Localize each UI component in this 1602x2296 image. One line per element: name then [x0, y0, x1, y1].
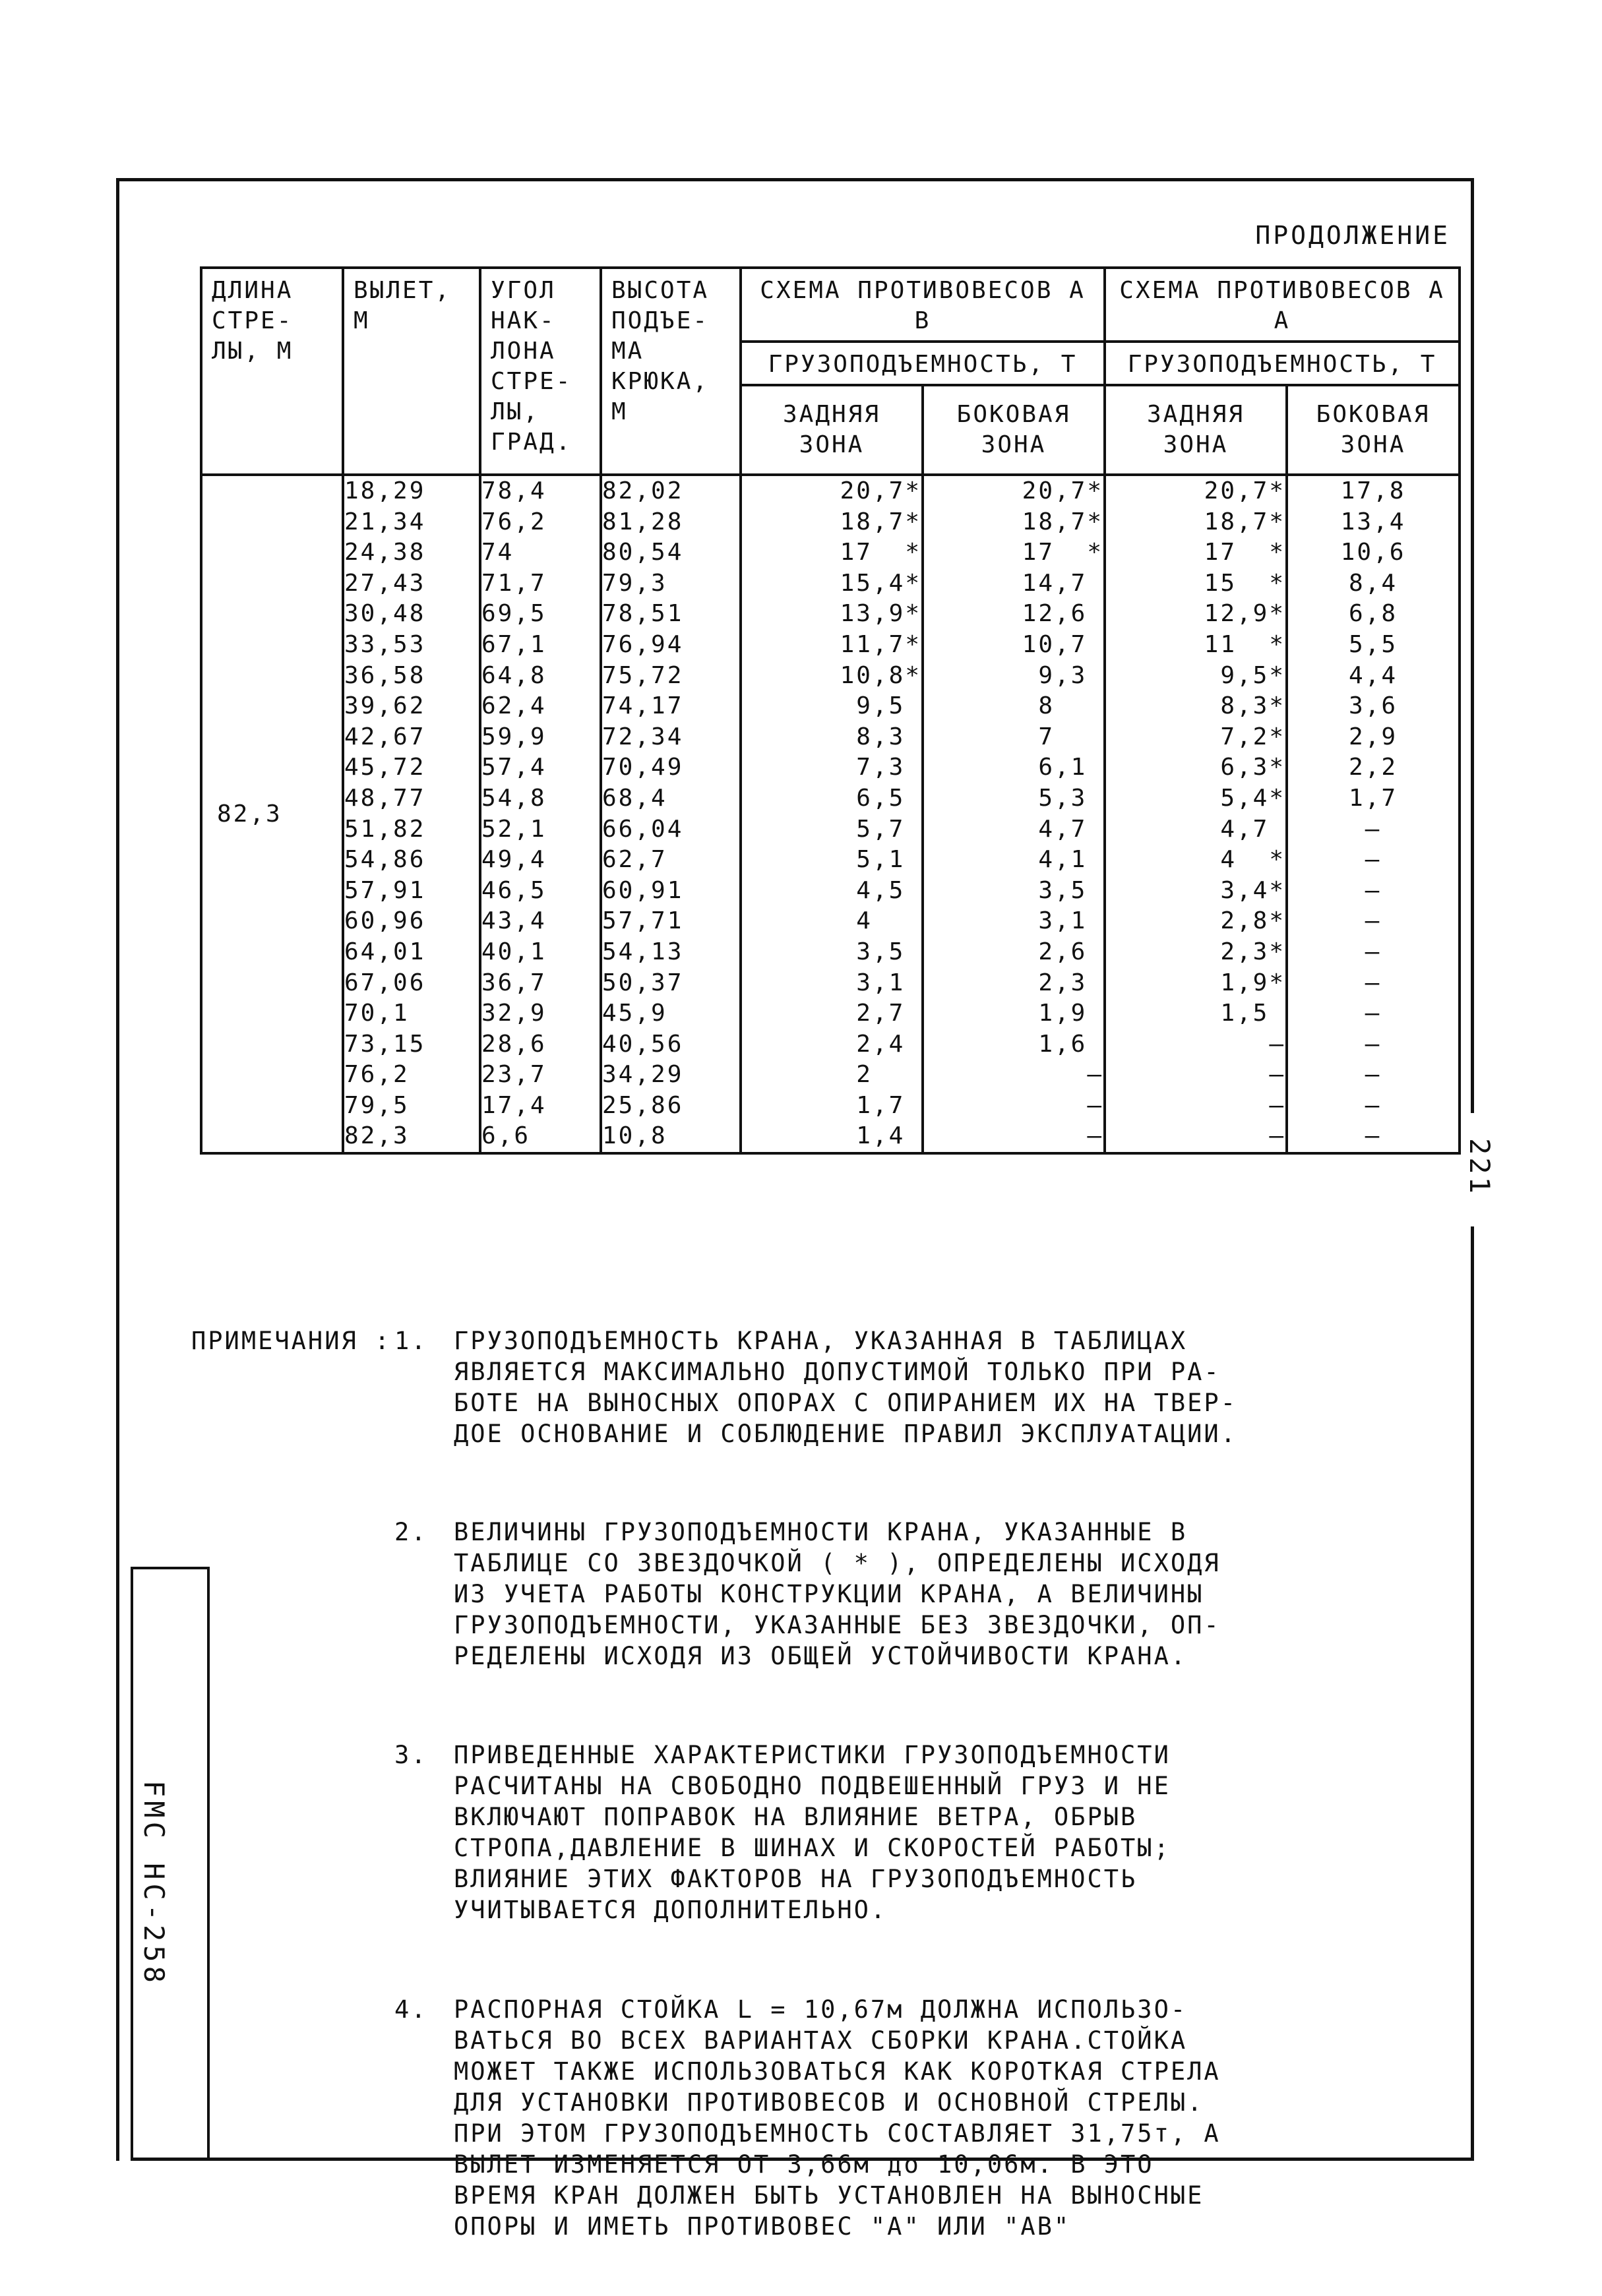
table-cell: 5,4*	[1220, 784, 1286, 812]
load-capacity-table	[200, 266, 1461, 1155]
note-line: ВЕЛИЧИНЫ ГРУЗОПОДЪЕМНОСТИ КРАНА, УКАЗАННЫЕ В	[454, 1518, 1188, 1546]
table-cell: 15 *	[1204, 569, 1286, 597]
table-cell: –	[1365, 876, 1382, 904]
note-line: РАСЧИТАНЫ НА СВОБОДНО ПОДВЕШЕННЫЙ ГРУЗ И НЕ	[454, 1772, 1171, 1800]
table-cell: –	[1269, 1061, 1286, 1089]
note-number: 4.	[394, 1995, 428, 2024]
table-cell: 72,34	[602, 723, 684, 750]
table-cell: 11,7*	[840, 630, 921, 658]
note-text	[454, 1994, 1483, 2242]
table-cell: 3,1	[1038, 907, 1104, 935]
table-cell: 79,3	[602, 569, 667, 597]
table-cell: 3,4*	[1220, 876, 1286, 904]
header-scheme-ab: СХЕМА ПРОТИВОВЕСОВ А В	[741, 268, 1105, 342]
table-cell: 33,53	[344, 630, 426, 658]
table-cell: 27,43	[344, 569, 426, 597]
page-number: 221	[1463, 1138, 1496, 1196]
note-text	[454, 1517, 1483, 1672]
table-cell: 62,4	[481, 692, 547, 720]
table-cell: –	[1269, 1030, 1286, 1058]
table-cell: 57,91	[344, 876, 426, 904]
table-cell: 76,2	[481, 508, 547, 535]
table-cell: –	[1365, 907, 1382, 935]
table-cell: 21,34	[344, 508, 426, 535]
angle-column	[480, 475, 601, 1153]
table-cell: 51,82	[344, 815, 426, 843]
table-cell: 4,1	[1038, 846, 1104, 874]
table-cell: 73,15	[344, 1030, 426, 1058]
header-ab-rear-zone: ЗАДНЯЯ ЗОНА	[741, 385, 923, 475]
table-cell: 4,5	[856, 876, 921, 904]
table-cell: 11 *	[1204, 630, 1286, 658]
table-cell: 17 *	[840, 539, 921, 566]
table-cell: 24,38	[344, 539, 426, 566]
note-line: ВЫЛЕТ ИЗМЕНЯЕТСЯ ОТ 3,66м до 10,06м. В ЭТО	[454, 2150, 1154, 2179]
table-cell: 5,1	[856, 846, 921, 874]
table-cell: 14,7	[1022, 569, 1104, 597]
aa-side-column	[1287, 475, 1460, 1153]
note-line: ПРИВЕДЕННЫЕ ХАРАКТЕРИСТИКИ ГРУЗОПОДЪЕМНОСТИ	[454, 1741, 1171, 1769]
table-cell: 50,37	[602, 969, 684, 996]
table-cell: 7	[1038, 723, 1104, 750]
note-line: БОТЕ НА ВЫНОСНЫХ ОПОРАХ С ОПИРАНИЕМ ИХ НА ТВЕР-	[454, 1389, 1237, 1417]
table-cell: 4,7	[1220, 815, 1286, 843]
table-cell: 40,56	[602, 1030, 684, 1058]
table-cell: 62,7	[602, 846, 667, 874]
table-cell: –	[1087, 1061, 1104, 1089]
table-cell: 82,02	[602, 477, 684, 504]
aa-rear-column	[1105, 475, 1287, 1153]
note-line: ИЗ УЧЕТА РАБОТЫ КОНСТРУКЦИИ КРАНА, А ВЕЛИЧИНЫ	[454, 1580, 1204, 1608]
header-scheme-aa: СХЕМА ПРОТИВОВЕСОВ А А	[1105, 268, 1460, 342]
stamp-box-divider	[207, 1567, 210, 2161]
table-cell: 5,7	[856, 815, 921, 843]
table-cell: 3,1	[856, 969, 921, 996]
table-cell: 82,3	[344, 1122, 410, 1150]
document-code: FMC HC-258	[138, 1780, 170, 1987]
table-cell: 2,3	[1038, 969, 1104, 996]
table-cell: 68,4	[602, 784, 667, 812]
table-cell: 2,9	[1349, 723, 1398, 750]
note-line: ЯВЛЯЕТСЯ МАКСИМАЛЬНО ДОПУСТИМОЙ ТОЛЬКО ПРИ РА-	[454, 1358, 1221, 1386]
table-cell: 3,6	[1349, 692, 1398, 720]
table-cell: 48,77	[344, 784, 426, 812]
header-aa-side-zone: БОКОВАЯ ЗОНА	[1287, 385, 1460, 475]
table-cell: 9,3	[1038, 661, 1104, 689]
table-cell: 59,9	[481, 723, 547, 750]
table-cell: 74	[481, 539, 514, 566]
table-cell: 32,9	[481, 1000, 547, 1027]
table-cell: 17 *	[1022, 539, 1104, 566]
table-cell: –	[1365, 969, 1382, 996]
header-radius: ВЫЛЕТ, М	[343, 268, 480, 475]
table-cell: 81,28	[602, 508, 684, 535]
table-cell: 78,4	[481, 477, 547, 504]
table-cell: 45,9	[602, 1000, 667, 1027]
table-cell: 17,4	[481, 1091, 547, 1119]
table-cell: 34,29	[602, 1061, 684, 1089]
table-cell: 10,8*	[840, 661, 921, 689]
table-cell: 1,5	[1220, 1000, 1286, 1027]
table-cell: 20,7*	[840, 477, 921, 504]
table-cell: 71,7	[481, 569, 547, 597]
table-cell: 8,3	[856, 723, 921, 750]
table-cell: 6,3*	[1220, 754, 1286, 781]
note-line: ВАТЬСЯ ВО ВСЕХ ВАРИАНТАХ СБОРКИ КРАНА.СТОЙКА	[454, 2026, 1188, 2055]
table-cell: 43,4	[481, 907, 547, 935]
table-cell: 20,7*	[1204, 477, 1286, 504]
note-2	[394, 1517, 1483, 1672]
note-line: ВЛИЯНИЕ ЭТИХ ФАКТОРОВ НА ГРУЗОПОДЪЕМНОСТЬ	[454, 1865, 1138, 1893]
table-cell: 60,96	[344, 907, 426, 935]
table-cell: 70,49	[602, 754, 684, 781]
table-cell: 36,58	[344, 661, 426, 689]
table-cell: 54,13	[602, 938, 684, 965]
note-1	[394, 1325, 1483, 1449]
table-cell: 2,7	[856, 1000, 921, 1027]
boom-length-cell: 82,3	[201, 475, 343, 1153]
table-cell: –	[1365, 1091, 1382, 1119]
note-number: 1.	[394, 1327, 428, 1355]
header-height: ВЫСОТА ПОДЪЕ- МА КРЮКА, М	[601, 268, 741, 475]
table-cell: 57,71	[602, 907, 684, 935]
table-cell: –	[1365, 846, 1382, 874]
radius-column	[343, 475, 480, 1153]
table-cell: 30,48	[344, 600, 426, 628]
table-cell: 1,9	[1038, 1000, 1104, 1027]
header-angle: УГОЛ НАК- ЛОНА СТРЕ- ЛЫ, ГРАД.	[480, 268, 601, 475]
table-cell: –	[1087, 1122, 1104, 1150]
table-cell: 57,4	[481, 754, 547, 781]
note-line: РАСПОРНАЯ СТОЙКА L = 10,67м ДОЛЖНА ИСПОЛЬЗО-	[454, 1995, 1188, 2024]
table-cell: 67,06	[344, 969, 426, 996]
table-cell: 17 *	[1204, 539, 1286, 566]
note-line: ОПОРЫ И ИМЕТЬ ПРОТИВОВЕС "А" ИЛИ "АВ"	[454, 2212, 1071, 2241]
table-cell: 1,7	[856, 1091, 921, 1119]
note-number: 2.	[394, 1518, 428, 1546]
note-3	[394, 1739, 1483, 1925]
height-column	[601, 475, 741, 1153]
table-cell: 17,8	[1340, 477, 1406, 504]
table-cell: –	[1365, 1061, 1382, 1089]
table-cell: 5,3	[1038, 784, 1104, 812]
table-cell: 45,72	[344, 754, 426, 781]
table-cell: 2,6	[1038, 938, 1104, 965]
header-aa-rear-zone: ЗАДНЯЯ ЗОНА	[1105, 385, 1287, 475]
table-cell: 18,29	[344, 477, 426, 504]
table-cell: 69,5	[481, 600, 547, 628]
table-cell: 10,6	[1340, 539, 1406, 566]
note-text	[454, 1739, 1483, 1925]
table-cell: 4	[856, 907, 921, 935]
table-cell: 3,5	[1038, 876, 1104, 904]
ab-rear-column	[741, 475, 923, 1153]
table-cell: 7,3	[856, 754, 921, 781]
stamp-box-top	[131, 1567, 210, 1569]
table-cell: 42,67	[344, 723, 426, 750]
table-cell: 4 *	[1220, 846, 1286, 874]
table-cell: 2,2	[1349, 754, 1398, 781]
table-cell: 2,4	[856, 1030, 921, 1058]
note-line: ГРУЗОПОДЪЕМНОСТИ, УКАЗАННЫЕ БЕЗ ЗВЕЗДОЧКИ, ОП-	[454, 1611, 1221, 1639]
table-cell: 10,8	[602, 1122, 667, 1150]
table-cell: 2,8*	[1220, 907, 1286, 935]
note-line: МОЖЕТ ТАКЖЕ ИСПОЛЬЗОВАТЬСЯ КАК КОРОТКАЯ СТРЕЛА	[454, 2057, 1221, 2086]
table-cell: 8,3*	[1220, 692, 1286, 720]
table-cell: 6,8	[1349, 600, 1398, 628]
table-cell: 28,6	[481, 1030, 547, 1058]
table-cell: 25,86	[602, 1091, 684, 1119]
table-cell: 12,6	[1022, 600, 1104, 628]
header-capacity-aa: ГРУЗОПОДЪЕМНОСТЬ, Т	[1105, 342, 1460, 385]
table-cell: 18,7*	[840, 508, 921, 535]
table-cell: 7,2*	[1220, 723, 1286, 750]
page-frame-right-upper	[1471, 178, 1474, 1113]
table-cell: 6,1	[1038, 754, 1104, 781]
table-cell: –	[1365, 815, 1382, 843]
header-ab-side-zone: БОКОВАЯ ЗОНА	[923, 385, 1105, 475]
table-cell: 4,4	[1349, 661, 1398, 689]
table-cell: –	[1087, 1091, 1104, 1119]
table-cell: 54,86	[344, 846, 426, 874]
table-cell: 8	[1038, 692, 1104, 720]
page-frame-left	[116, 178, 119, 2161]
table-cell: 60,91	[602, 876, 684, 904]
table-cell: 8,4	[1349, 569, 1398, 597]
table-cell: –	[1365, 1000, 1382, 1027]
table-cell: 78,51	[602, 600, 684, 628]
table-cell: 80,54	[602, 539, 684, 566]
table-cell: 12,9*	[1204, 600, 1286, 628]
note-4	[394, 1994, 1483, 2242]
note-text	[454, 1325, 1483, 1449]
table-cell: 39,62	[344, 692, 426, 720]
table-cell: –	[1269, 1091, 1286, 1119]
note-line: СТРОПА,ДАВЛЕНИЕ В ШИНАХ И СКОРОСТЕЙ РАБОТЫ;	[454, 1834, 1171, 1862]
header-capacity-ab: ГРУЗОПОДЪЕМНОСТЬ, Т	[741, 342, 1105, 385]
table-cell: 20,7*	[1022, 477, 1104, 504]
ab-side-column	[923, 475, 1105, 1153]
table-cell: 46,5	[481, 876, 547, 904]
table-cell: 1,7	[1349, 784, 1398, 812]
table-cell: 2	[856, 1061, 921, 1089]
table-cell: 64,8	[481, 661, 547, 689]
stamp-box-left	[131, 1567, 133, 2161]
table-cell: 9,5	[856, 692, 921, 720]
table-cell: 6,5	[856, 784, 921, 812]
table-cell: 6,6	[481, 1122, 531, 1150]
continuation-label: ПРОДОЛЖЕНИЕ	[1255, 221, 1450, 250]
note-line: ПРИ ЭТОМ ГРУЗОПОДЪЕМНОСТЬ СОСТАВЛЯЕТ 31,75т, А	[454, 2119, 1221, 2148]
note-number: 3.	[394, 1741, 428, 1769]
table-cell: 3,5	[856, 938, 921, 965]
note-line: ТАБЛИЦЕ СО ЗВЕЗДОЧКОЙ ( * ), ОПРЕДЕЛЕНЫ ИСХОДЯ	[454, 1549, 1221, 1577]
table-cell: 40,1	[481, 938, 547, 965]
table-cell: 74,17	[602, 692, 684, 720]
table-cell: –	[1365, 938, 1382, 965]
table-cell: –	[1365, 1122, 1382, 1150]
table-cell: 2,3*	[1220, 938, 1286, 965]
table-cell: 18,7*	[1022, 508, 1104, 535]
table-cell: 10,7	[1022, 630, 1104, 658]
page-frame-top	[116, 178, 1474, 181]
note-line: УЧИТЫВАЕТСЯ ДОПОЛНИТЕЛЬНО.	[454, 1896, 888, 1924]
table-cell: 70,1	[344, 1000, 410, 1027]
table-cell: 4,7	[1038, 815, 1104, 843]
note-line: ДОЕ ОСНОВАНИЕ И СОБЛЮДЕНИЕ ПРАВИЛ ЭКСПЛУАТАЦИИ.	[454, 1420, 1237, 1448]
table-cell: 5,5	[1349, 630, 1398, 658]
table-cell: 66,04	[602, 815, 684, 843]
table-cell: 1,9*	[1220, 969, 1286, 996]
table-cell: 15,4*	[840, 569, 921, 597]
note-line: ГРУЗОПОДЪЕМНОСТЬ КРАНА, УКАЗАННАЯ В ТАБЛИЦАХ	[454, 1327, 1188, 1355]
table-cell: 1,6	[1038, 1030, 1104, 1058]
table-cell: 1,4	[856, 1122, 921, 1150]
table-cell: 49,4	[481, 846, 547, 874]
table-cell: 79,5	[344, 1091, 410, 1119]
table-cell: –	[1365, 1030, 1382, 1058]
table-cell: 18,7*	[1204, 508, 1286, 535]
table-cell: 13,9*	[840, 600, 921, 628]
note-line: ВРЕМЯ КРАН ДОЛЖЕН БЫТЬ УСТАНОВЛЕН НА ВЫНОСНЫЕ	[454, 2181, 1204, 2210]
table-cell: 76,2	[344, 1061, 410, 1089]
notes-label: ПРИМЕЧАНИЯ :	[191, 1327, 392, 1355]
table-cell: 67,1	[481, 630, 547, 658]
table-cell: 9,5*	[1220, 661, 1286, 689]
table-cell: 36,7	[481, 969, 547, 996]
table-cell: 23,7	[481, 1061, 547, 1089]
header-boom-length: ДЛИНА СТРЕ- ЛЫ, М	[201, 268, 343, 475]
table-cell: 75,72	[602, 661, 684, 689]
note-line: ДЛЯ УСТАНОВКИ ПРОТИВОВЕСОВ И ОСНОВНОЙ СТРЕЛЫ.	[454, 2088, 1204, 2117]
table-cell: –	[1269, 1122, 1286, 1150]
table-cell: 52,1	[481, 815, 547, 843]
note-line: ВКЛЮЧАЮТ ПОПРАВОК НА ВЛИЯНИЕ ВЕТРА, ОБРЫВ	[454, 1803, 1138, 1831]
table-cell: 54,8	[481, 784, 547, 812]
note-line: РЕДЕЛЕНЫ ИСХОДЯ ИЗ ОБЩЕЙ УСТОЙЧИВОСТИ КРАНА.	[454, 1642, 1188, 1670]
table-cell: 13,4	[1340, 508, 1406, 535]
table-cell: 76,94	[602, 630, 684, 658]
table-cell: 64,01	[344, 938, 426, 965]
